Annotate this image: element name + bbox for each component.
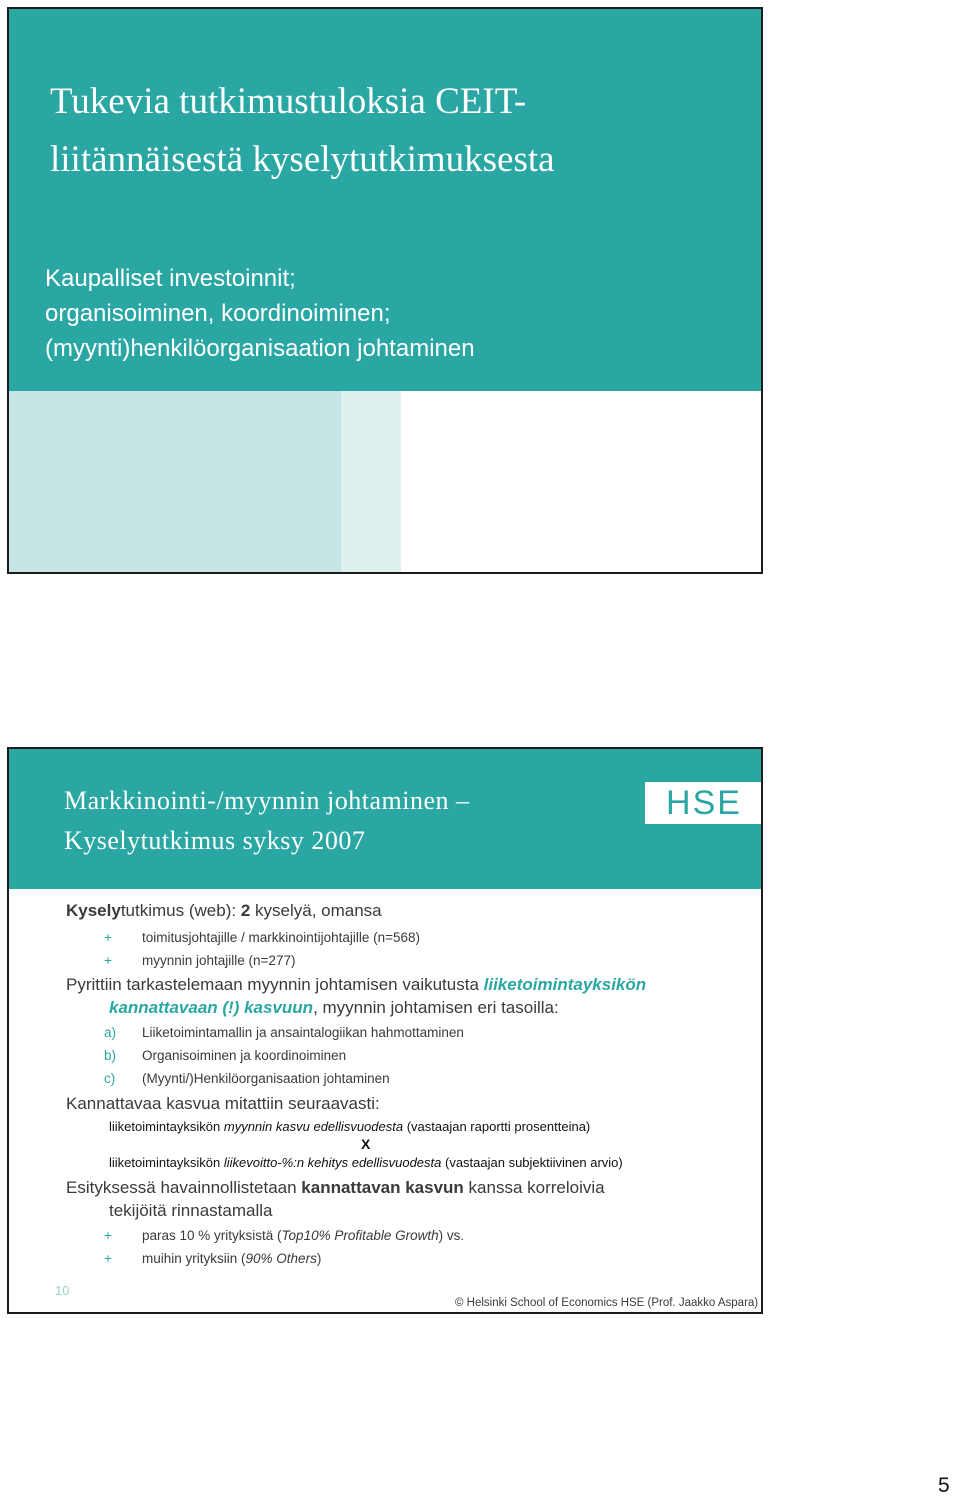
list-item: + toimitusjohtajille / markkinointijohtajille (n=568): [104, 930, 421, 945]
formula-sales-growth: liiketoimintayksikön myynnin kasvu edellisvuodesta (vastaajan raportti prosentteina): [109, 1119, 591, 1134]
slide-1: [7, 7, 763, 574]
list-item: b) Organisoiminen ja koordinoiminen: [104, 1048, 347, 1063]
slide-1-decor-band: [9, 391, 341, 574]
slide-2-title: Markkinointi-/myynnin johtaminen – Kyselytutkimus syksy 2007: [64, 786, 470, 855]
formula-profit-growth: liiketoimintayksikön liikevoitto-%:n kehitys edellisvuodesta (vastaajan subjektiivinen arvio): [109, 1155, 623, 1170]
list-item: + muihin yrityksiin (90% Others): [104, 1251, 322, 1266]
slide-number: 10: [55, 1283, 70, 1298]
survey-line: Kyselytutkimus (web): 2 kyselyä, omansa: [66, 901, 382, 920]
hse-logo: HSE: [645, 782, 763, 824]
multiply-mark: X: [361, 1136, 371, 1152]
measure-line: Kannattavaa kasvua mitattiin seuraavasti:: [66, 1094, 380, 1113]
aim-line-cont: kannattavaan (!) kasvuun, myynnin johtamisen eri tasoilla:: [109, 998, 559, 1017]
page-number: 5: [938, 1474, 950, 1497]
aim-line: Pyrittiin tarkastelemaan myynnin johtamisen vaikutusta liiketoimintayksikön: [66, 975, 647, 994]
slide-1-title: Tukevia tutkimustuloksia CEIT- liitännäisestä kyselytutkimuksesta: [50, 81, 555, 180]
slide-2: [7, 747, 763, 1314]
slide-1-subtitle: Kaupalliset investoinnit; organisoiminen, koordinoiminen; (myynti)henkilöorganisaation johtaminen: [45, 265, 475, 362]
slide-1-decor-band-light: [341, 391, 401, 574]
presentation-line: Esityksessä havainnollistetaan kannattavan kasvun kanssa korreloivia: [66, 1178, 605, 1197]
copyright-footer: © Helsinki School of Economics HSE (Prof. Jaakko Aspara): [455, 1297, 759, 1309]
list-item: c) (Myynti/)Henkilöorganisaation johtaminen: [104, 1071, 390, 1086]
list-item: + myynnin johtajille (n=277): [104, 953, 296, 968]
presentation-line-cont: tekijöitä rinnastamalla: [109, 1201, 273, 1220]
list-item: a) Liiketoimintamallin ja ansaintalogiikan hahmottaminen: [104, 1025, 464, 1040]
list-item: + paras 10 % yrityksistä (Top10% Profitable Growth) vs.: [104, 1228, 465, 1243]
